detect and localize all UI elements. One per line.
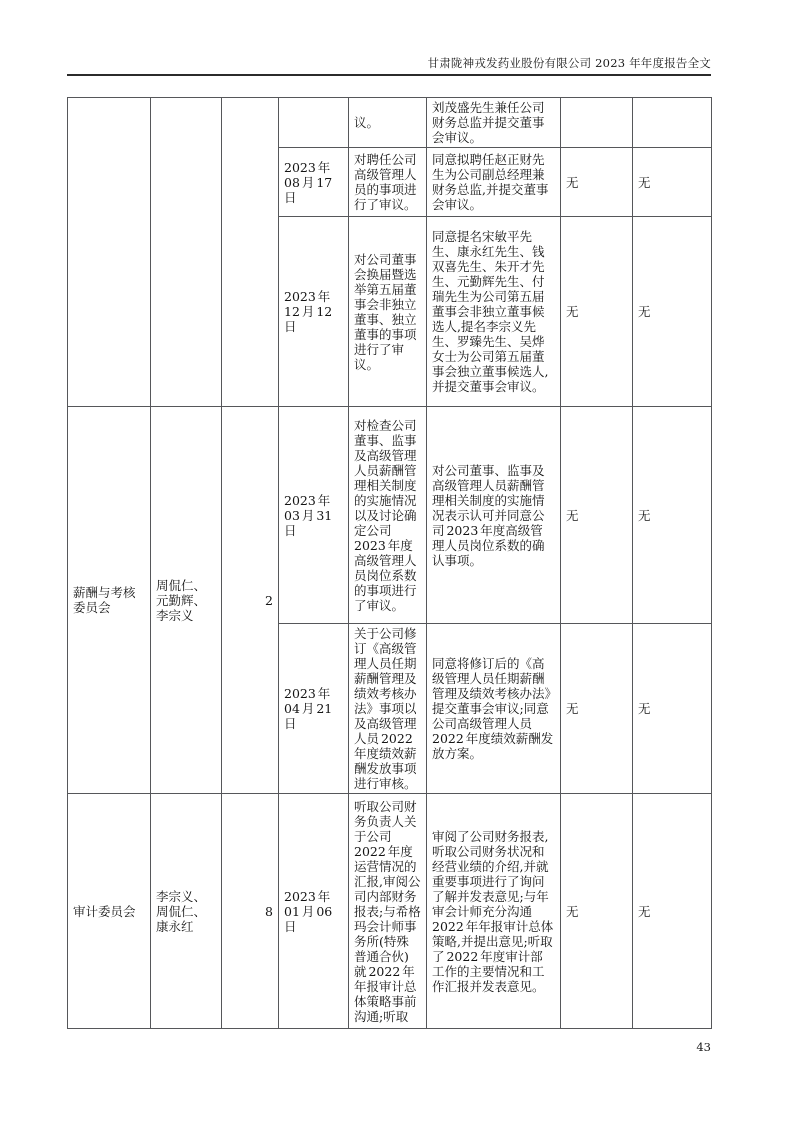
- date-cell: 2023 年 04 月 21 日: [279, 624, 349, 794]
- count-cell: [222, 98, 279, 407]
- content-cell: 对公司董事会换届暨选举第五届董事会非独立董事、独立董事的事项进行了审议。: [349, 217, 427, 407]
- date-cell: 2023 年 12 月 12 日: [279, 217, 349, 407]
- opinion-cell: 审阅了公司财务报表,听取公司财务状况和经营业绩的介绍,并就重要事项进行了询问了解并发表意见;与年审会计师充分沟通 2022 年年报审计总体策略,并提出意见;听取了 2022 年度审计部工作的主要情况和工作汇报并发表意见。: [427, 794, 561, 1029]
- col7-cell: 无: [561, 148, 633, 217]
- committee-cell: 审计委员会: [68, 794, 151, 1029]
- members-cell: 李宗义、周侃仁、康永红: [151, 794, 222, 1029]
- count-cell: 8: [222, 794, 279, 1029]
- opinion-cell: 同意将修订后的《高级管理人员任期薪酬管理及绩效考核办法》提交董事会审议;同意公司高级管理人员 2022 年度绩效薪酬发放方案。: [427, 624, 561, 794]
- committee-cell: 薪酬与考核委员会: [68, 407, 151, 794]
- table-row: [68, 794, 712, 1029]
- content-cell: 议。: [349, 98, 427, 148]
- opinion-cell: 对公司董事、监事及高级管理人员薪酬管理相关制度的实施情况表示认可并同意公司 2023 年度高级管理人员岗位系数的确认事项。: [427, 407, 561, 624]
- table-row: [68, 98, 712, 148]
- page-number: 43: [696, 1040, 711, 1054]
- opinion-cell: 同意拟聘任赵正财先生为公司副总经理兼财务总监,并提交董事会审议。: [427, 148, 561, 217]
- table-row: [68, 407, 712, 624]
- col7-cell: 无: [561, 407, 633, 624]
- content-cell: 听取公司财务负责人关于公司 2022 年度运营情况的汇报,审阅公司内部财务报表;与希格玛会计师事务所(特殊普通合伙)就 2022 年年报审计总体策略事前沟通;听取: [349, 794, 427, 1029]
- content-cell: 对检查公司董事、监事及高级管理人员薪酬管理相关制度的实施情况以及讨论确定公司 2023 年度高级管理人员岗位系数的事项进行了审议。: [349, 407, 427, 624]
- header-divider: [67, 74, 711, 76]
- col7-cell: 无: [561, 624, 633, 794]
- date-cell: 2023 年 01 月 06 日: [279, 794, 349, 1029]
- page-header-title: 甘肃陇神戎发药业股份有限公司 2023 年年度报告全文: [427, 56, 711, 70]
- col8-cell: 无: [633, 148, 712, 217]
- opinion-cell: 同意提名宋敏平先生、康永红先生、钱双喜先生、朱开才先生、元勤辉先生、付瑞先生为公司第五届董事会非独立董事候选人,提名李宗义先生、罗臻先生、吴烨女士为公司第五届董事会独立董事候选人,并提交董事会审议。: [427, 217, 561, 407]
- content-cell: 关于公司修订《高级管理人员任期薪酬管理及绩效考核办法》事项以及高级管理人员 2022 年度绩效薪酬发放事项进行审核。: [349, 624, 427, 794]
- members-cell: [151, 98, 222, 407]
- content-cell: 对聘任公司高级管理人员的事项进行了审议。: [349, 148, 427, 217]
- committee-meetings-table: [67, 97, 712, 1029]
- col8-cell: 无: [633, 624, 712, 794]
- date-cell: [279, 98, 349, 148]
- col8-cell: 无: [633, 794, 712, 1029]
- col8-cell: 无: [633, 217, 712, 407]
- col7-cell: [561, 98, 633, 148]
- col7-cell: 无: [561, 794, 633, 1029]
- committee-cell: [68, 98, 151, 407]
- count-cell: 2: [222, 407, 279, 794]
- date-cell: 2023 年 03 月 31 日: [279, 407, 349, 624]
- members-cell: 周侃仁、元勤辉、李宗义: [151, 407, 222, 794]
- opinion-cell: 刘茂盛先生兼任公司财务总监并提交董事会审议。: [427, 98, 561, 148]
- col8-cell: 无: [633, 407, 712, 624]
- col8-cell: [633, 98, 712, 148]
- date-cell: 2023 年 08 月 17 日: [279, 148, 349, 217]
- col7-cell: 无: [561, 217, 633, 407]
